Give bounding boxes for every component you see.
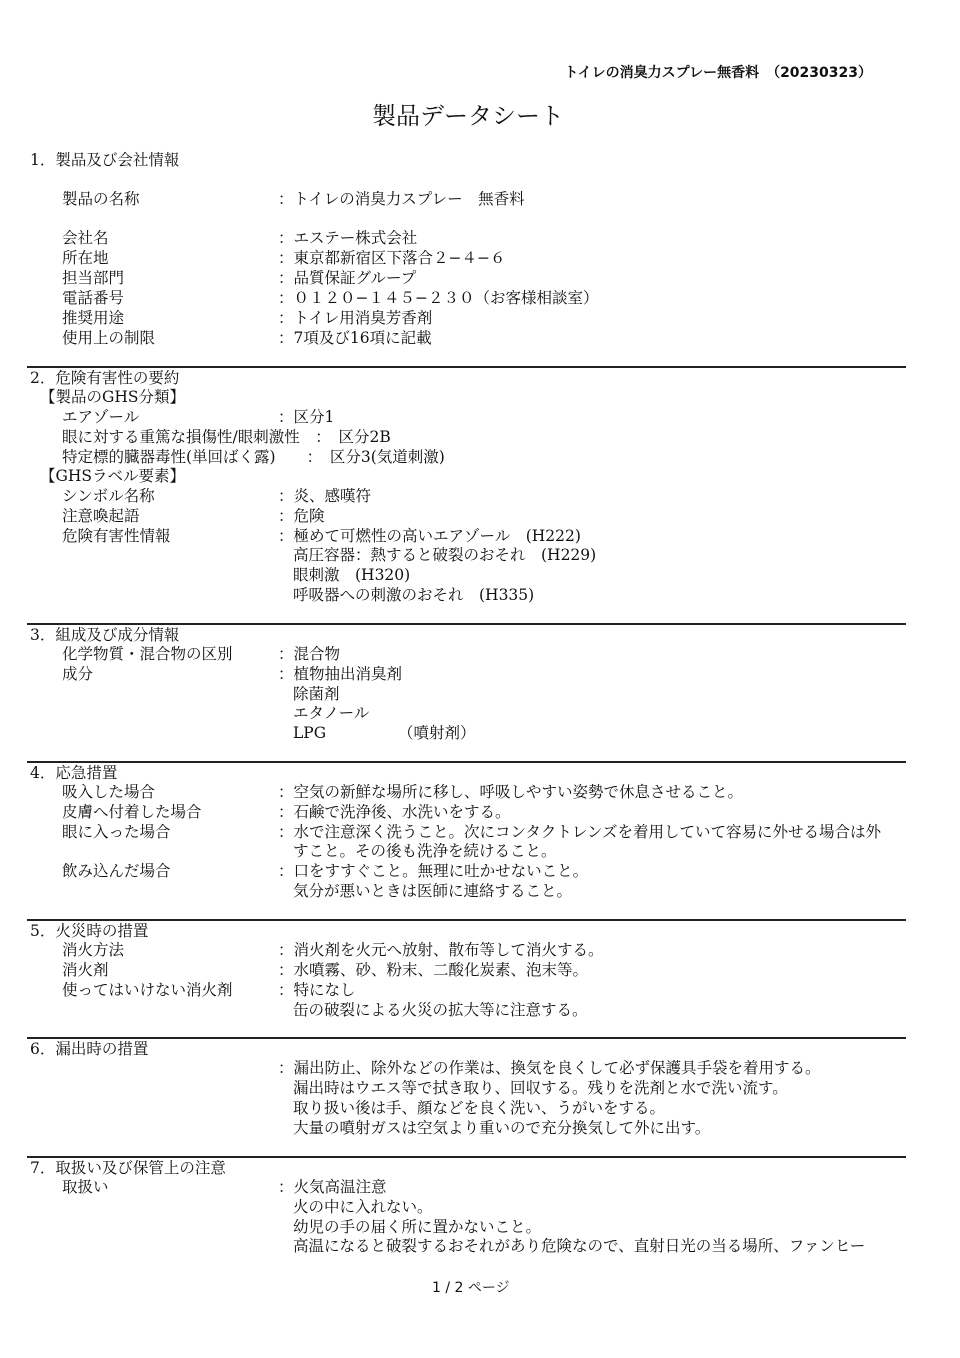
component-lpg: LPG: [293, 724, 327, 742]
recommended-use-value: ：トイレ用消臭芳香剤: [278, 309, 433, 327]
stot-line: 特定標的臓器毒性(単回ばく露) ： 区分3(気道刺激): [62, 448, 445, 466]
section-5-heading: 5．火災時の措置: [30, 922, 149, 940]
eye-irritation-line: 眼に対する重篤な損傷性/眼刺激性 ： 区分2B: [62, 428, 391, 446]
section-divider: [27, 761, 906, 763]
department-value: ：品質保証グループ: [278, 269, 417, 287]
section-7-heading: 7．取扱い及び保管上の注意: [30, 1159, 226, 1177]
spill-line: 漏出時はウエス等で拭き取り、回収する。残りを洗剤と水で洗い流す。: [293, 1079, 788, 1097]
extinguish-agent-label: 消火剤: [62, 961, 109, 979]
hazard-line: ：極めて可燃性の高いエアゾール (H222): [278, 527, 581, 545]
aerosol-label: エアゾール: [62, 408, 140, 426]
address-value: ：東京都新宿区下落合２−４−６: [278, 249, 506, 267]
handling-line: 火の中に入れない。: [293, 1198, 433, 1216]
hazard-line: 呼吸器への刺激のおそれ (H335): [293, 586, 535, 604]
hazard-info-label: 危険有害性情報: [62, 527, 171, 545]
section-1-heading: 1．製品及び会社情報: [30, 151, 180, 169]
eye-contact-line: すこと。その後も洗浄を続けること。: [293, 842, 557, 860]
section-2-heading: 2．危険有害性の要約: [30, 369, 180, 387]
forbidden-agent-line: ：特になし: [278, 981, 356, 999]
component-line: 除菌剤: [293, 685, 340, 703]
substance-type-value: ：混合物: [278, 645, 341, 663]
skin-contact-label: 皮膚へ付着した場合: [62, 803, 202, 821]
signal-word-value: ：危険: [278, 507, 325, 525]
extinguish-method-label: 消火方法: [62, 941, 125, 959]
company-label: 会社名: [62, 229, 109, 247]
components-label: 成分: [62, 665, 94, 683]
hazard-line: 高圧容器：熱すると破裂のおそれ (H229): [293, 546, 597, 564]
restriction-value: ：7項及び16項に記載: [278, 329, 432, 347]
inhalation-value: ：空気の新鮮な場所に移し、呼吸しやすい姿勢で休息させること。: [278, 783, 744, 801]
ingestion-line: 気分が悪いときは医師に連絡すること。: [293, 882, 573, 900]
handling-label: 取扱い: [62, 1178, 109, 1196]
ingestion-line: ：口をすすぐこと。無理に吐かせないこと。: [278, 862, 589, 880]
company-value: ：エステー株式会社: [278, 229, 418, 247]
inhalation-label: 吸入した場合: [62, 783, 156, 801]
skin-contact-value: ：石鹸で洗浄後、水洗いをする。: [278, 803, 511, 821]
address-label: 所在地: [62, 249, 109, 267]
hazard-line: 眼刺激 (H320): [293, 566, 411, 584]
substance-type-label: 化学物質・混合物の区別: [62, 645, 233, 663]
spill-line: 取り扱い後は手、顔などを良く洗い、うがいをする。: [293, 1099, 666, 1117]
component-line: エタノール: [293, 704, 370, 722]
component-line: ：植物抽出消臭剤: [278, 665, 403, 683]
forbidden-agent-line: 缶の破裂による火災の拡大等に注意する。: [293, 1001, 588, 1019]
recommended-use-label: 推奨用途: [62, 309, 125, 327]
symbol-value: ：炎、感嘆符: [278, 487, 372, 505]
section-divider: [27, 919, 906, 921]
page-number: 1 / 2 ページ: [432, 1280, 510, 1296]
phone-value: ：０１２０−１４５−２３０（お客様相談室）: [278, 289, 599, 307]
component-lpg-note: （噴射剤）: [398, 724, 476, 742]
handling-line: 幼児の手の届く所に置かないこと。: [293, 1218, 542, 1236]
signal-word-label: 注意喚起語: [62, 507, 140, 525]
extinguish-agent-value: ：水噴霧、砂、粉末、二酸化炭素、泡末等。: [278, 961, 589, 979]
handling-line: 高温になると破裂するおそれがあり危険なので、直射日光の当る場所、ファンヒー: [293, 1237, 866, 1255]
forbidden-agent-label: 使ってはいけない消火剤: [62, 981, 233, 999]
product-name-label: 製品の名称: [62, 190, 140, 208]
ingestion-label: 飲み込んだ場合: [62, 862, 171, 880]
section-4-heading: 4．応急措置: [30, 764, 118, 782]
spill-line: 大量の噴射ガスは空気より重いので充分換気して外に出す。: [293, 1119, 711, 1137]
section-divider: [27, 1037, 906, 1039]
symbol-label: シンボル名称: [62, 487, 155, 505]
product-name-value: ：トイレの消臭力スプレー 無香料: [278, 190, 525, 208]
phone-label: 電話番号: [62, 289, 125, 307]
section-6-heading: 6．漏出時の措置: [30, 1040, 149, 1058]
eye-contact-label: 眼に入った場合: [62, 823, 171, 841]
handling-line: ：火気高温注意: [278, 1178, 387, 1196]
spill-line: ：漏出防止、除外などの作業は、換気を良くして必ず保護具手袋を着用する。: [278, 1059, 821, 1077]
page-title: 製品データシート: [372, 102, 564, 130]
section-3-heading: 3．組成及び成分情報: [30, 626, 180, 644]
eye-contact-line: ：水で注意深く洗うこと。次にコンタクトレンズを着用していて容易に外せる場合は外: [278, 823, 882, 841]
document-code: トイレの消臭力スプレー無香料 （20230323）: [564, 65, 872, 81]
aerosol-value: ：区分1: [278, 408, 335, 426]
restriction-label: 使用上の制限: [62, 329, 156, 347]
ghs-label-heading: 【GHSラベル要素】: [40, 467, 186, 485]
department-label: 担当部門: [62, 269, 125, 287]
extinguish-method-value: ：消火剤を火元へ放射、散布等して消火する。: [278, 941, 604, 959]
ghs-classification-heading: 【製品のGHS分類】: [40, 388, 186, 406]
